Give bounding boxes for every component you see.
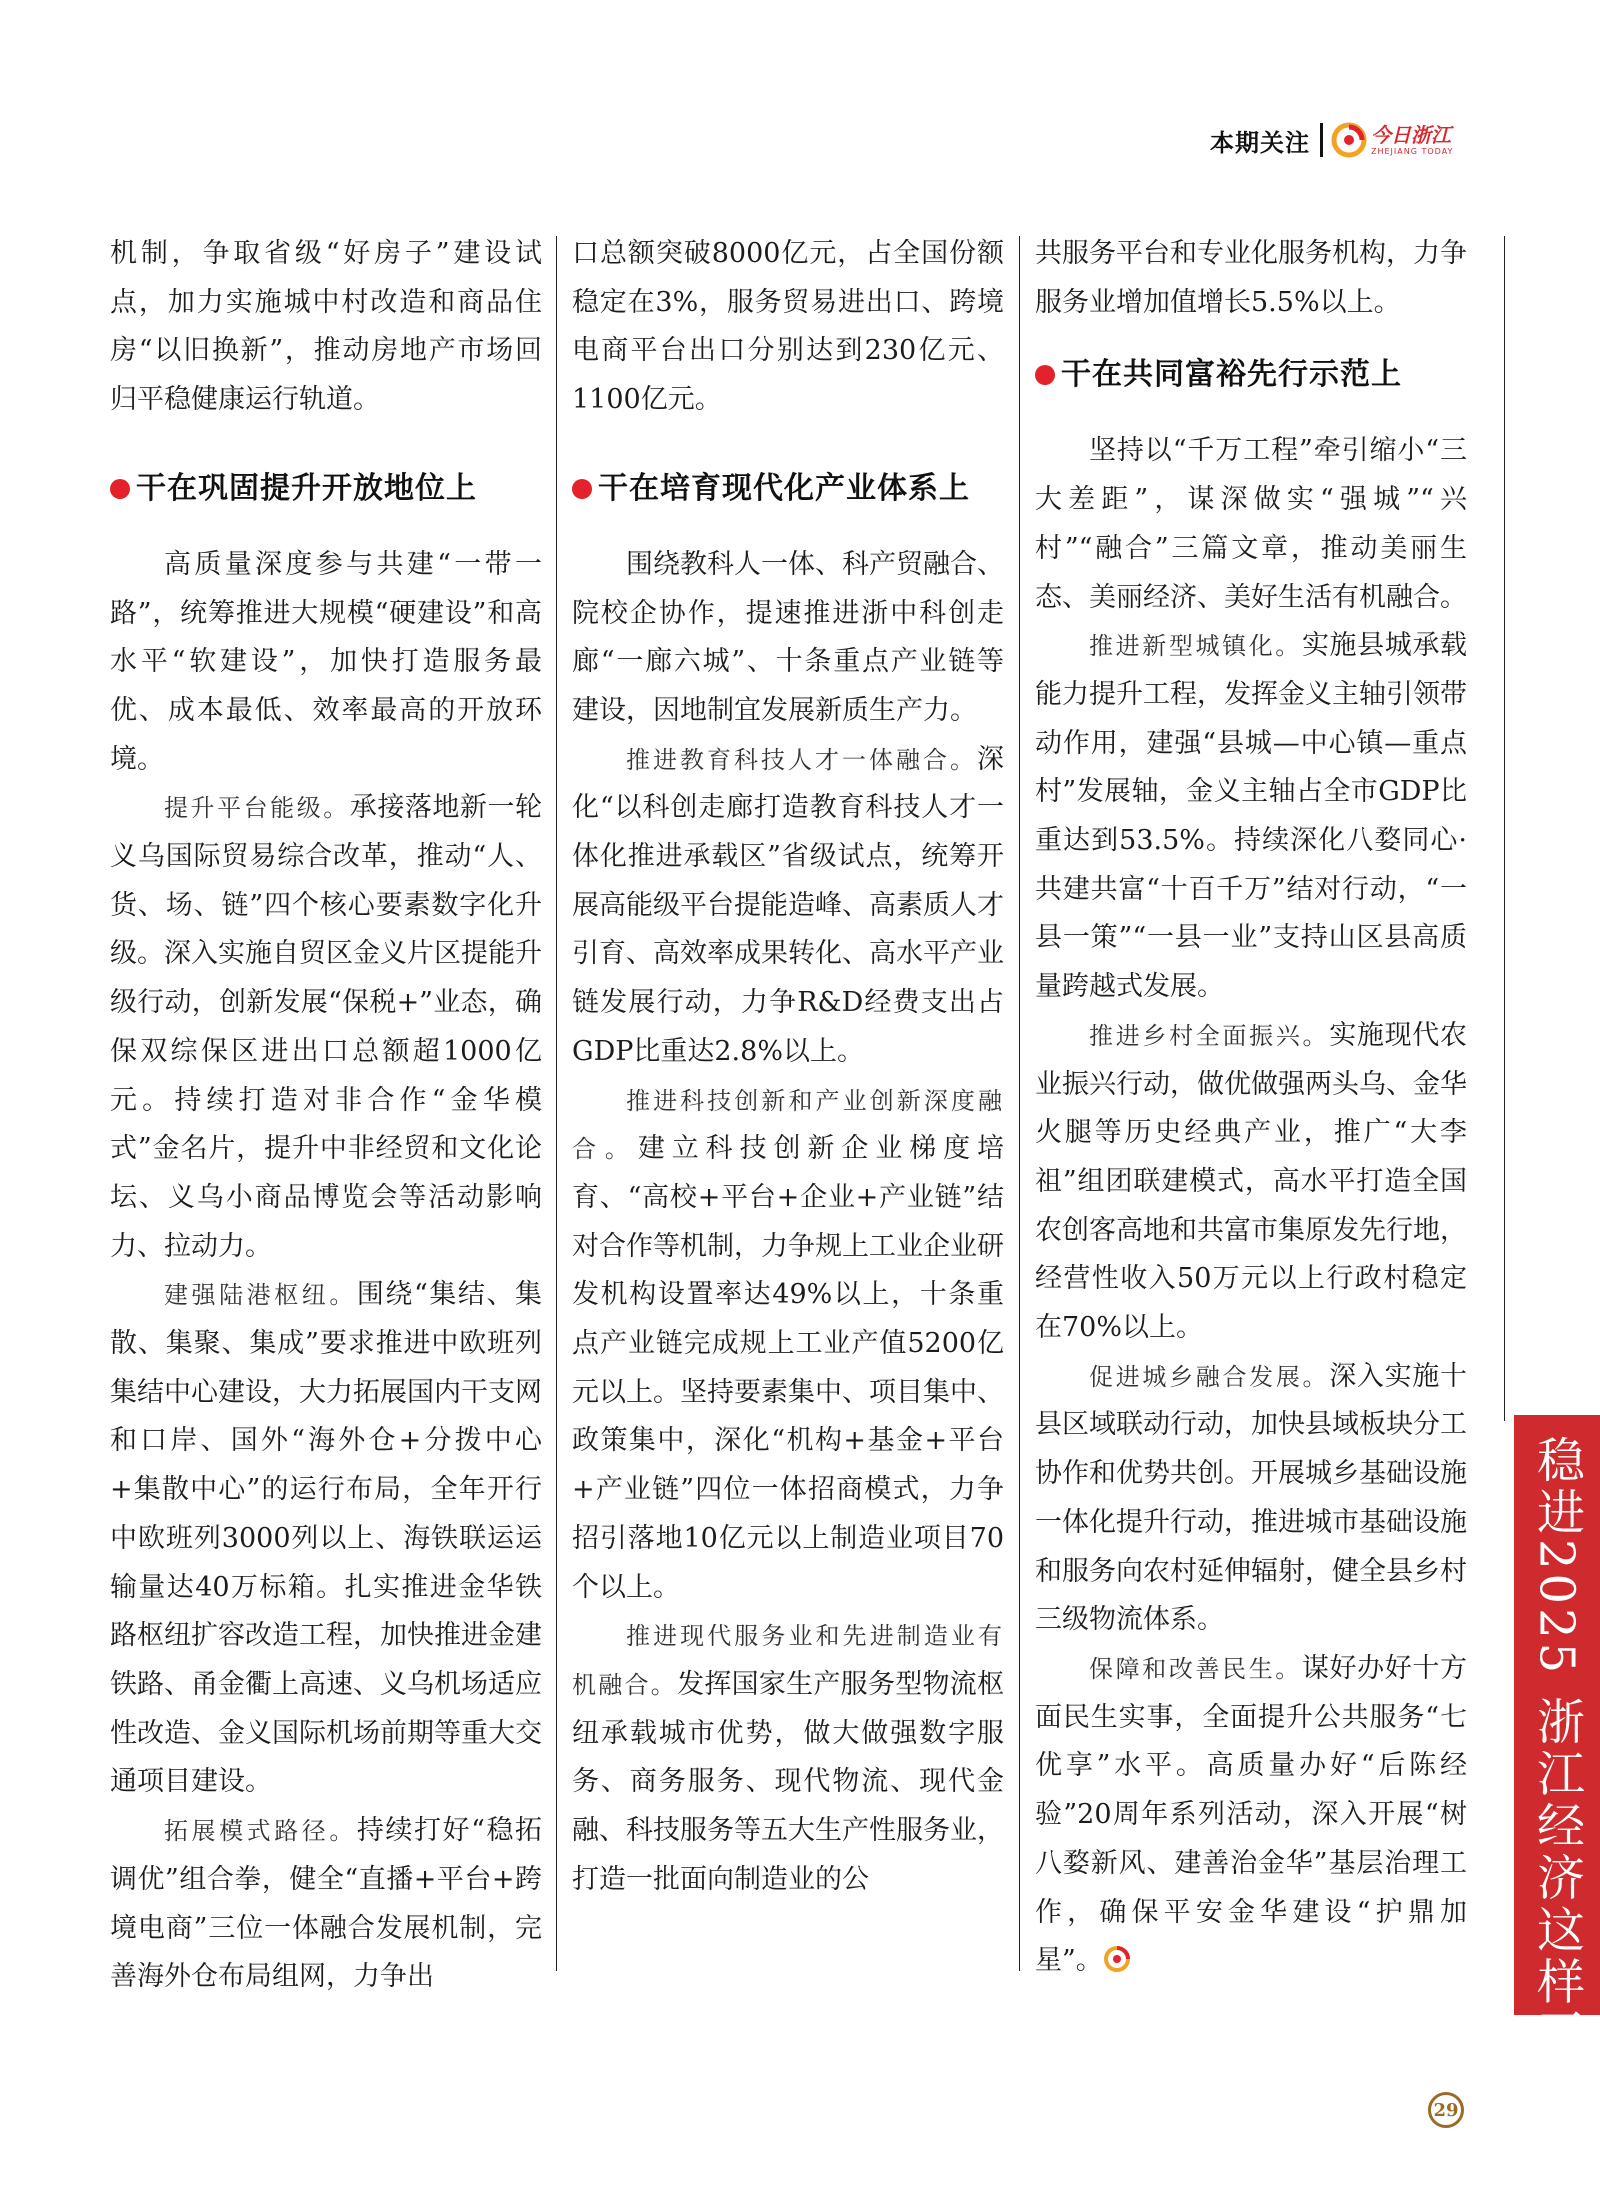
paragraph: 共服务平台和专业化服务机构，力争服务业增加值增长5.5%以上。 <box>1035 238 1467 318</box>
page-header <box>1210 120 1480 160</box>
paragraph <box>110 1807 542 2002</box>
logo-swirl-icon <box>1331 122 1367 158</box>
side-banner-text: 稳进2025 浙江经济这样干 <box>1528 1435 1585 2061</box>
section-heading <box>1035 351 1467 399</box>
paragraph-body: 深入实施十县区域联动行动，加快县域板块分工协作和优势共创。开展城乡基础设施一体化提升行动，推进城市基础设施和服务向农村延伸辐射，健全县乡村三级物流体系。 <box>1035 1360 1468 1636</box>
logo <box>1371 122 1454 156</box>
header-divider <box>1320 123 1323 157</box>
paragraph <box>572 736 1004 1077</box>
paragraph: 口总额突破8000亿元，占全国份额稳定在3%，服务贸易进出口、跨境电商平台出口分别达到230亿元、1100亿元。 <box>572 238 1004 416</box>
paragraph-body: 承接落地新一轮义乌国际贸易综合改革，推动“人、货、场、链”四个核心要素数字化升级。深入实施自贸区金义片区提能升级行动，创新发展“保税+”业态，确保双综保区进出口总额超1000亿元。持续打造对非合作“金华模式”金名片，提升中非经贸和文化论坛、义乌小商品博览会等活动影响力、拉动力。 <box>110 792 543 1262</box>
section-heading-text: 干在共同富裕先行示范上 <box>1061 357 1402 393</box>
paragraph-keyword: 提升平台能级。 <box>164 794 350 823</box>
bullet-dot-icon <box>1035 365 1055 385</box>
paragraph-keyword: 建强陆港枢纽。 <box>164 1281 357 1310</box>
paragraph-keyword: 推进现代服务业和先进制造业有机融合。 <box>572 1622 1004 1699</box>
paragraph-keyword: 保障和改善民生。 <box>1089 1654 1302 1683</box>
paragraph <box>1035 1012 1467 1353</box>
paragraph-body: 建立科技创新企业梯度培育、“高校+平台+企业+产业链”结对合作等机制，力争规上工业企业研发机构设置率达49%以上，十条重点产业链完成规上工业产值5200亿元以上。坚持要素集中、项目集中、政策集中，深化“机构+基金+平台+产业链”四位一体招商模式，力争招引落地10亿元以上制造业项目70个以上。 <box>572 1133 1005 1603</box>
paragraph-keyword: 推进科技创新和产业创新深度融合。 <box>572 1086 1004 1164</box>
paragraph-keyword: 推进新型城镇化。 <box>1089 632 1302 661</box>
column-divider <box>1504 236 1505 1421</box>
section-heading <box>110 465 542 513</box>
paragraph: 围绕教科人一体、科产贸融合、院校企协作，提速推进浙中科创走廊“一廊六城”、十条重点产业链等建设，因地制宜发展新质生产力。 <box>572 548 1004 726</box>
paragraph-keyword: 拓展模式路径。 <box>164 1817 357 1846</box>
bullet-dot-icon <box>110 479 130 499</box>
paragraph: 坚持以“千万工程”牵引缩小“三大差距”，谋深做实“强城”“兴村”“融合”三篇文章，推动美丽生态、美丽经济、美好生活有机融合。 <box>1035 435 1467 613</box>
logo-subtext: ZHEJIANG TODAY <box>1371 146 1454 156</box>
page-number: 29 <box>1428 2092 1464 2128</box>
paragraph-body: 实施现代农业振兴行动，做优做强两头乌、金华火腿等历史经典产业，推广“大李祖”组团联建模式，高水平打造全国农创客高地和共富市集原发先行地，经营性收入50万元以上行政村稳定在70%以上。 <box>1035 1019 1468 1344</box>
section-heading-text: 干在巩固提升开放地位上 <box>136 470 477 506</box>
section-label: 本期关注 <box>1210 128 1310 157</box>
logo-name: 今日浙江 <box>1371 122 1451 147</box>
paragraph-body: 围绕“集结、集散、集聚、集成”要求推进中欧班列集结中心建设，大力拓展国内干支网和口岸、国外“海外仓+分拨中心+集散中心”的运行布局，全年开行中欧班列3000列以上、海铁联运运输量达40万标箱。扎实推进金华铁路枢纽扩容改造工程，加快推进金建铁路、甬金衢上高速、义乌机场适应性改造、金义国际机场前期等重大交通项目建设。 <box>110 1279 542 1798</box>
article-column-1 <box>110 230 542 2002</box>
column-divider <box>556 236 557 1971</box>
paragraph-body: 深化“以科创走廊打造教育科技人才一体化推进承载区”省级试点，统筹开展高能级平台提能造峰、高素质人才引育、高效率成果转化、高水平产业链发展行动，力争R&D经费支出占GDP比重达2.8%以上。 <box>572 743 1004 1067</box>
article-column-3 <box>1035 230 1467 1986</box>
paragraph <box>1035 1645 1467 1986</box>
paragraph: 高质量深度参与共建“一带一路”，统筹推进大规模“硬建设”和高水平“软建设”，加快打造服务最优、成本最低、效率最高的开放环境。 <box>110 548 542 775</box>
paragraph <box>572 1612 1004 1904</box>
paragraph <box>1035 1353 1467 1645</box>
paragraph <box>1035 622 1467 1012</box>
paragraph-keyword: 推进教育科技人才一体融合。 <box>626 745 977 774</box>
paragraph-keyword: 推进乡村全面振兴。 <box>1089 1021 1330 1050</box>
paragraph-body: 发挥国家生产服务型物流枢纽承载城市优势，做大做强数字服务、商务服务、现代物流、现代金融、科技服务等五大生产性服务业，打造一批面向制造业的公 <box>572 1668 1005 1895</box>
paragraph-body: 谋好办好十方面民生实事，全面提升公共服务“七优享”水平。高质量办好“后陈经验”20周年系列活动，深入开展“树八婺新风、建善治金华”基层治理工作，确保平安金华建设“护鼎加星”。 <box>1035 1652 1468 1977</box>
section-heading-text: 干在培育现代化产业体系上 <box>598 470 970 506</box>
paragraph <box>110 1271 542 1807</box>
paragraph <box>572 1077 1004 1613</box>
paragraph: 机制，争取省级“好房子”建设试点，加力实施城中村改造和商品住房“以旧换新”，推动房地产市场回归平稳健康运行轨道。 <box>110 238 542 416</box>
paragraph-keyword: 促进城乡融合发展。 <box>1089 1362 1330 1391</box>
bullet-dot-icon <box>572 479 592 499</box>
side-banner <box>1514 1415 1600 2061</box>
article-end-logo-icon <box>1103 1945 1131 1973</box>
paragraph <box>110 784 542 1271</box>
column-divider <box>1019 236 1020 1971</box>
paragraph-body: 持续打好“稳拓调优”组合拳，健全“直播+平台+跨境电商”三位一体融合发展机制，完善海外仓布局组网，力争出 <box>110 1815 542 1993</box>
article-column-2 <box>572 230 1004 1905</box>
section-heading <box>572 465 1004 513</box>
paragraph-body: 实施县城承载能力提升工程，发挥金义主轴引领带动作用，建强“县城—中心镇—重点村”发展轴，金义主轴占全市GDP比重达到53.5%。持续深化八婺同心·共建共富“十百千万”结对行动，“一县一策”“一县一业”支持山区县高质量跨越式发展。 <box>1035 630 1468 1003</box>
